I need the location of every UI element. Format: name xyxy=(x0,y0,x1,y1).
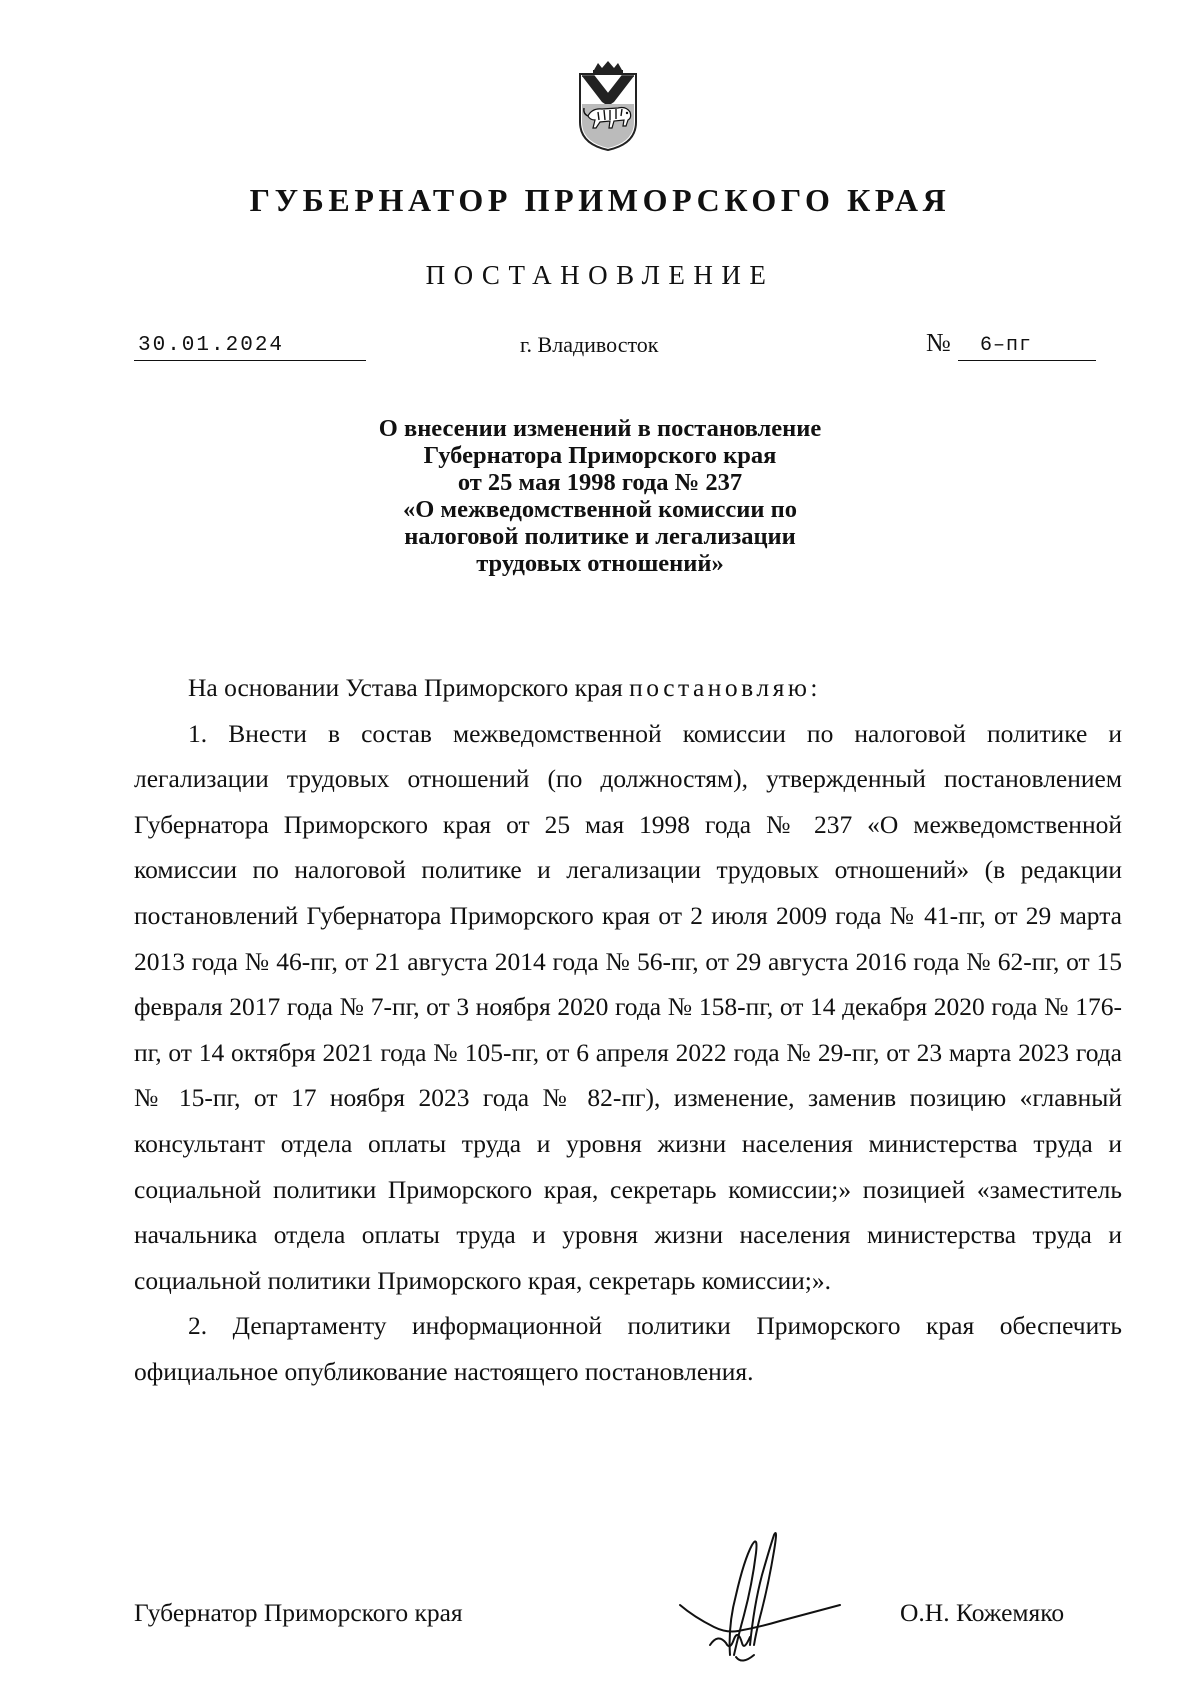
preamble xyxy=(134,665,1122,711)
document-title xyxy=(260,415,940,577)
signatory-name: О.Н. Кожемяко xyxy=(900,1598,1065,1627)
paragraph-2: 2. Департаменту информационной политики Приморского края обеспечить официальное опубликование настоящего постановления. xyxy=(134,1311,1122,1386)
document-number-sign: № xyxy=(926,328,951,357)
preamble-text: На основании Устава Приморского края xyxy=(188,673,623,702)
title-line: Губернатора Приморского края xyxy=(423,442,777,469)
title-line: «О межведомственной комиссии по xyxy=(403,496,797,523)
title-line: налоговой политике и легализации xyxy=(404,523,796,550)
title-line: трудовых отношений» xyxy=(476,550,724,577)
document-number: 6–пг xyxy=(958,332,1096,361)
issuing-authority: ГУБЕРНАТОР ПРИМОРСКОГО КРАЯ xyxy=(249,182,951,218)
preamble-resolve: постановляю: xyxy=(629,673,821,702)
handwritten-signature-icon xyxy=(670,1505,860,1680)
document-type: ПОСТАНОВЛЕНИЕ xyxy=(425,260,775,290)
document-date: 30.01.2024 xyxy=(134,332,366,361)
coat-of-arms-icon xyxy=(574,60,642,152)
document-city: г. Владивосток xyxy=(520,332,659,357)
signatory-position: Губернатор Приморского края xyxy=(134,1598,463,1627)
title-line: О внесении изменений в постановление xyxy=(378,415,822,442)
document-body xyxy=(134,665,1122,1395)
title-line: от 25 мая 1998 года № 237 xyxy=(457,469,743,496)
paragraph-1: 1. Внести в состав межведомственной комиссии по налоговой политике и легализации трудовых отношений (по должностям), утвержденный постановлением Губернатора Приморского края от 25 мая 1998 года № 237 «О межведомственной комиссии по налоговой политике и легализации трудовых отношений» (в редакции постановлений Губернатора Приморского края от 2 июля 2009 года № 41-пг, от 29 марта 2013 года № 46-пг, от 21 августа 2014 года № 56-пг, от 29 августа 2016 года № 62-пг, от 15 февраля 2017 года № 7-пг, от 3 ноября 2020 года № 158-пг, от 14 декабря 2020 года № 176-пг, от 14 октября 2021 года № 105-пг, от 6 апреля 2022 года № 29-пг, от 23 марта 2023 года № 15-пг, от 17 ноября 2023 года № 82-пг), изменение, заменив позицию «главный консультант отдела оплаты труда и уровня жизни населения министерства труда и социальной политики Приморского края, секретарь комиссии;» позицией «заместитель начальника отдела оплаты труда и уровня жизни населения министерства труда и социальной политики Приморского края, секретарь комиссии;». xyxy=(134,718,1122,1295)
